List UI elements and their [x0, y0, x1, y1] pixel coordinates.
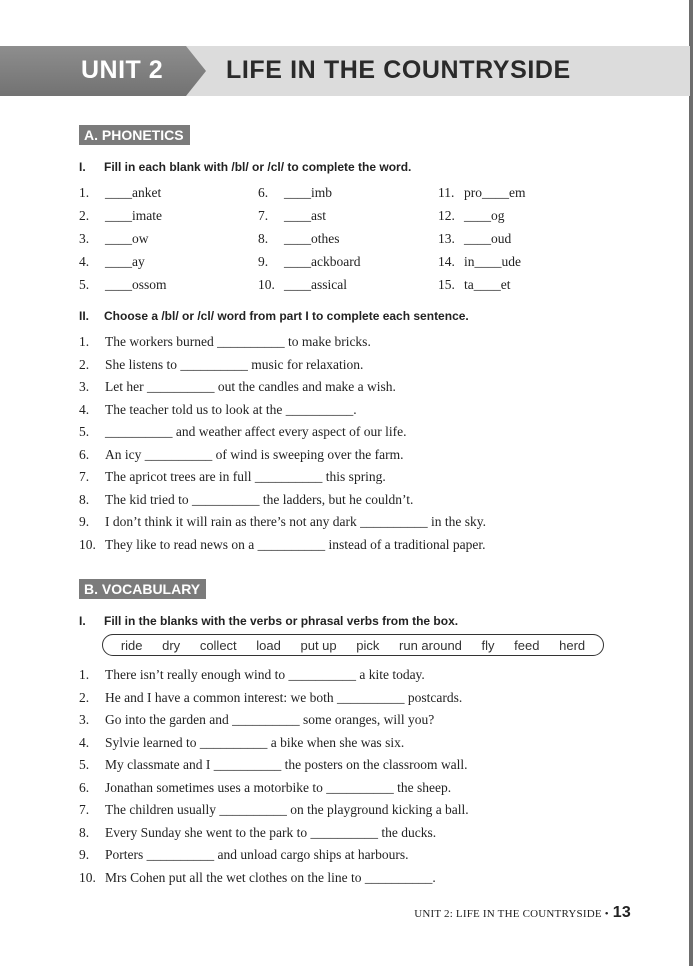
word-item — [258, 253, 428, 276]
word-item — [79, 184, 249, 207]
box-word: feed — [514, 637, 540, 653]
item-number: 13. — [438, 231, 455, 246]
sentence-item — [79, 801, 639, 824]
item-number: 10. — [79, 536, 96, 552]
sentence-item — [79, 689, 639, 712]
section-b-heading: B. VOCABULARY — [79, 579, 206, 599]
item-text: ____ackboard — [284, 254, 361, 269]
word-item — [258, 184, 428, 207]
unit-title: LIFE IN THE COUNTRYSIDE — [226, 56, 571, 84]
item-text: pro____em — [464, 185, 526, 200]
item-text: The workers burned __________ to make bricks. — [105, 334, 371, 349]
word-item — [258, 230, 428, 253]
item-text: The kid tried to __________ the ladders, but he couldn’t. — [105, 491, 414, 507]
item-text: ____anket — [105, 185, 162, 200]
item-number: 4. — [79, 401, 90, 417]
sentence-item — [79, 536, 639, 559]
word-column-1 — [79, 184, 249, 299]
item-text: Mrs Cohen put all the wet clothes on the line to __________. — [105, 869, 436, 885]
word-item — [258, 207, 428, 230]
item-number: 3. — [79, 379, 90, 394]
item-number: 2. — [79, 356, 90, 372]
item-number: 4. — [79, 734, 90, 750]
item-number: 2. — [79, 208, 90, 223]
sentence-item — [79, 734, 639, 757]
item-text: ta____et — [464, 277, 511, 292]
item-text: The teacher told us to look at the __________. — [105, 401, 357, 417]
item-text: ____ast — [284, 208, 326, 223]
sentence-item — [79, 513, 639, 536]
item-number: 10. — [258, 277, 275, 292]
item-text: He and I have a common interest: we both __________ postcards. — [105, 689, 463, 705]
part-a2-text: Choose a /bl/ or /cl/ word from part I to complete each sentence. — [104, 309, 469, 323]
sentence-item — [79, 401, 639, 424]
item-number: 6. — [79, 446, 90, 462]
item-number: 7. — [258, 208, 269, 223]
item-number: 5. — [79, 277, 90, 292]
word-item — [438, 207, 608, 230]
item-text: The apricot trees are in full __________ this spring. — [105, 469, 386, 484]
item-number: 8. — [79, 824, 90, 840]
item-number: 1. — [79, 185, 90, 200]
word-item — [79, 207, 249, 230]
item-text: ____othes — [284, 231, 340, 246]
item-text: My classmate and I __________ the posters on the classroom wall. — [105, 757, 468, 772]
item-number: 3. — [79, 712, 90, 727]
sentence-item — [79, 491, 639, 514]
sentence-item — [79, 711, 639, 734]
item-text: ____ow — [105, 231, 149, 246]
sentence-item — [79, 824, 639, 847]
unit-banner — [0, 46, 690, 96]
sentence-item — [79, 756, 639, 779]
word-item — [438, 184, 608, 207]
page-edge — [689, 0, 693, 966]
item-text: Porters __________ and unload cargo ships at harbours. — [105, 847, 409, 862]
item-number: 9. — [258, 254, 269, 269]
box-word: ride — [120, 637, 143, 653]
item-number: 1. — [79, 667, 90, 682]
word-box — [102, 634, 604, 656]
part-a1-text: Fill in each blank with /bl/ or /cl/ to complete the word. — [104, 160, 412, 174]
item-text: Let her __________ out the candles and make a wish. — [105, 379, 396, 394]
item-text: I don’t think it will rain as there’s not any dark __________ in the sky. — [105, 514, 486, 529]
item-number: 9. — [79, 514, 90, 529]
item-text: ____assical — [284, 277, 347, 292]
sentence-item — [79, 666, 639, 689]
item-text: ____og — [464, 208, 505, 223]
footer-text: UNIT 2: LIFE IN THE COUNTRYSIDE • — [414, 908, 609, 920]
unit-label: UNIT 2 — [81, 56, 164, 84]
item-text: ____imb — [284, 185, 333, 200]
part-b1-instruction — [79, 614, 458, 628]
box-word: load — [256, 637, 281, 653]
sentence-list-a2 — [79, 333, 639, 558]
box-word: run around — [399, 637, 462, 653]
part-a1-number: I. — [79, 160, 86, 174]
sentence-item — [79, 779, 639, 802]
box-word: pick — [356, 637, 380, 653]
section-a-heading: A. PHONETICS — [79, 125, 190, 145]
sentence-item — [79, 333, 639, 356]
page-number: 13 — [612, 904, 631, 921]
word-item — [258, 276, 428, 299]
word-column-2 — [258, 184, 428, 299]
sentence-item — [79, 846, 639, 869]
item-number: 15. — [438, 277, 455, 292]
sentence-item — [79, 356, 639, 379]
item-text: ____oud — [464, 231, 512, 246]
item-text: Every Sunday she went to the park to __________ the ducks. — [105, 824, 437, 840]
item-text: ____ossom — [105, 277, 167, 292]
item-text: Go into the garden and __________ some oranges, will you? — [105, 712, 435, 727]
part-b1-text: Fill in the blanks with the verbs or phrasal verbs from the box. — [104, 614, 459, 628]
item-number: 12. — [438, 208, 455, 223]
item-number: 9. — [79, 847, 90, 862]
word-item — [438, 276, 608, 299]
item-text: __________ and weather affect every aspect of our life. — [105, 424, 407, 439]
word-item — [79, 253, 249, 276]
item-number: 1. — [79, 334, 90, 349]
item-number: 11. — [438, 185, 455, 200]
item-number: 14. — [438, 254, 455, 269]
item-number: 8. — [79, 491, 90, 507]
item-text: They like to read news on a __________ instead of a traditional paper. — [105, 536, 486, 552]
word-item — [438, 230, 608, 253]
box-word: collect — [199, 637, 237, 653]
item-number: 5. — [79, 424, 90, 439]
item-text: Jonathan sometimes uses a motorbike to __________ the sheep. — [105, 779, 452, 795]
box-word: fly — [481, 637, 495, 653]
item-number: 3. — [79, 231, 90, 246]
item-text: There isn’t really enough wind to __________ a kite today. — [105, 667, 425, 682]
page-footer — [414, 904, 631, 922]
word-item — [79, 230, 249, 253]
item-number: 2. — [79, 689, 90, 705]
word-item — [438, 253, 608, 276]
item-number: 4. — [79, 254, 90, 269]
item-number: 6. — [258, 185, 269, 200]
sentence-item — [79, 446, 639, 469]
item-number: 6. — [79, 779, 90, 795]
sentence-item — [79, 468, 639, 491]
part-b1-number: I. — [79, 614, 86, 628]
item-number: 7. — [79, 469, 90, 484]
sentence-item — [79, 378, 639, 401]
part-a2-instruction — [79, 309, 469, 323]
item-text: The children usually __________ on the playground kicking a ball. — [105, 802, 469, 817]
item-number: 10. — [79, 869, 96, 885]
sentence-list-b1 — [79, 666, 639, 891]
item-number: 7. — [79, 802, 90, 817]
part-a2-number: II. — [79, 309, 90, 323]
box-word: herd — [559, 637, 586, 653]
item-text: ____imate — [105, 208, 162, 223]
item-number: 5. — [79, 757, 90, 772]
part-a1-instruction — [79, 160, 411, 174]
word-column-3 — [438, 184, 608, 299]
item-text: Sylvie learned to __________ a bike when she was six. — [105, 734, 405, 750]
item-text: She listens to __________ music for relaxation. — [105, 356, 364, 372]
item-text: in____ude — [464, 254, 521, 269]
sentence-item — [79, 423, 639, 446]
item-text: ____ay — [105, 254, 145, 269]
item-text: An icy __________ of wind is sweeping over the farm. — [105, 446, 404, 462]
box-word: put up — [300, 637, 337, 653]
item-number: 8. — [258, 231, 269, 246]
sentence-item — [79, 869, 639, 892]
word-item — [79, 276, 249, 299]
box-word: dry — [162, 637, 181, 653]
